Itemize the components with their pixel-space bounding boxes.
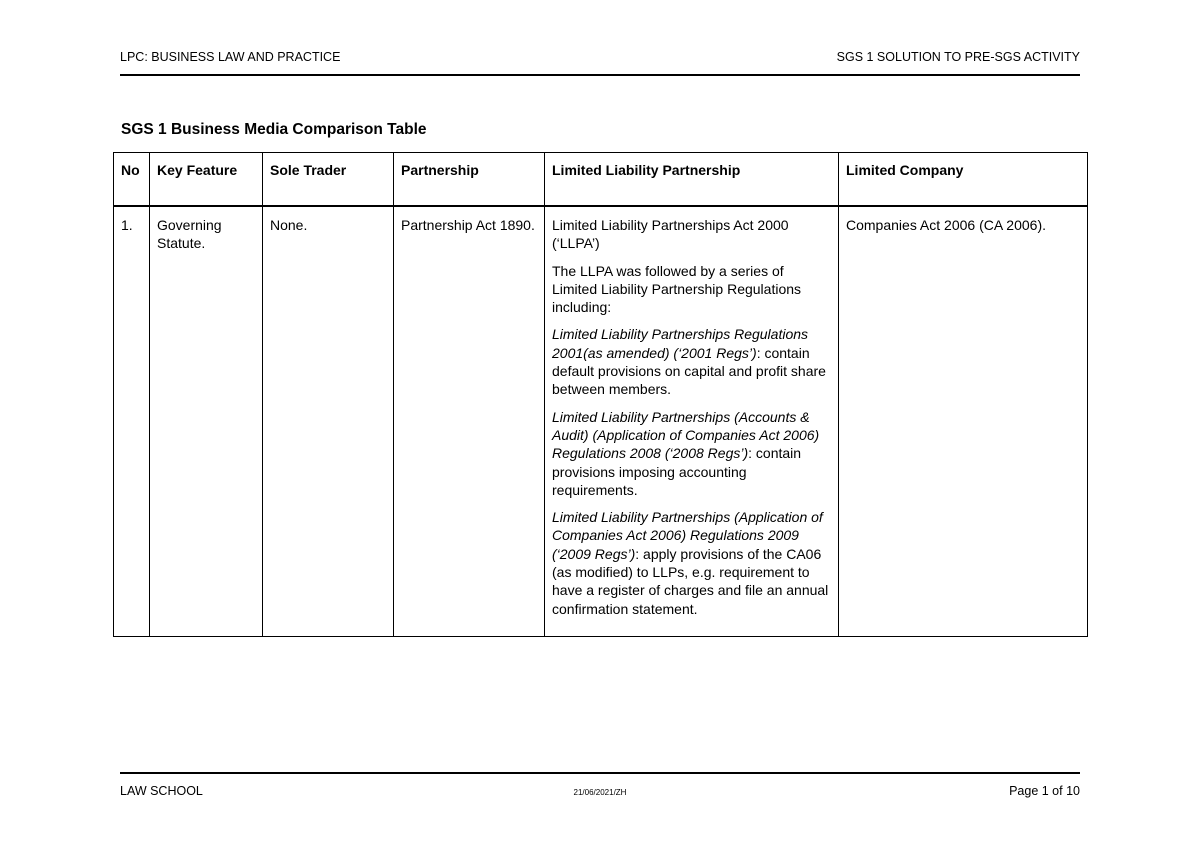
column-header-sole-trader: Sole Trader bbox=[263, 153, 394, 207]
page-footer bbox=[120, 772, 1080, 804]
cell-limited-company: Companies Act 2006 (CA 2006). bbox=[839, 206, 1088, 636]
table-row bbox=[114, 206, 1088, 636]
column-header-limited-company: Limited Company bbox=[839, 153, 1088, 207]
table-header-row bbox=[114, 153, 1088, 207]
llp-regs-2008-description: : contain provisions imposing accounting requirements. bbox=[552, 445, 802, 498]
page-header bbox=[120, 50, 1080, 76]
llp-regs-2009-title: Limited Liability Partnerships (Application of Companies Act 2006) Regulations 2009 (‘2009 Regs’) bbox=[552, 509, 823, 562]
llp-regs-2001-title: Limited Liability Partnerships Regulations 2001(as amended) (‘2001 Regs’) bbox=[552, 326, 809, 361]
table-title: SGS 1 Business Media Comparison Table bbox=[121, 121, 427, 138]
comparison-table bbox=[113, 152, 1088, 637]
cell-number: 1. bbox=[114, 206, 150, 636]
column-header-key-feature: Key Feature bbox=[150, 153, 263, 207]
llp-statute-paragraph: Limited Liability Partnerships Act 2000 (‘LLPA’) bbox=[552, 217, 789, 252]
column-header-no: No bbox=[114, 153, 150, 207]
footer-page-number: Page 1 of 10 bbox=[1009, 784, 1080, 798]
column-header-llp: Limited Liability Partnership bbox=[545, 153, 839, 207]
llp-regs-2001-paragraph bbox=[552, 325, 832, 398]
column-header-partnership: Partnership bbox=[394, 153, 545, 207]
llp-regs-2001-description: : contain default provisions on capital and profit share between members. bbox=[552, 344, 826, 398]
footer-date-reference: 21/06/2021/ZH bbox=[573, 788, 627, 797]
llp-regs-2008-paragraph bbox=[552, 408, 832, 499]
llp-regs-2009-paragraph bbox=[552, 508, 832, 618]
cell-sole-trader: None. bbox=[263, 206, 394, 636]
cell-llp bbox=[545, 206, 839, 636]
footer-school-name: LAW SCHOOL bbox=[120, 784, 203, 798]
llp-regs-2008-title: Limited Liability Partnerships (Accounts & Audit) (Application of Companies Act 2006) Regulations 2008 (‘2008 Regs’) bbox=[552, 408, 820, 462]
header-document-title: SGS 1 SOLUTION TO PRE-SGS ACTIVITY bbox=[836, 50, 1080, 64]
cell-key-feature: Governing Statute. bbox=[150, 206, 263, 636]
llp-regulations-intro: The LLPA was followed by a series of Limited Liability Partnership Regulations including: bbox=[552, 262, 802, 316]
llp-regs-2009-description: : apply provisions of the CA06 (as modified) to LLPs, e.g. requirement to have a register of charges and file an annual confirmation statement. bbox=[552, 545, 829, 617]
header-course-title: LPC: BUSINESS LAW AND PRACTICE bbox=[120, 50, 341, 64]
cell-partnership: Partnership Act 1890. bbox=[394, 206, 545, 636]
